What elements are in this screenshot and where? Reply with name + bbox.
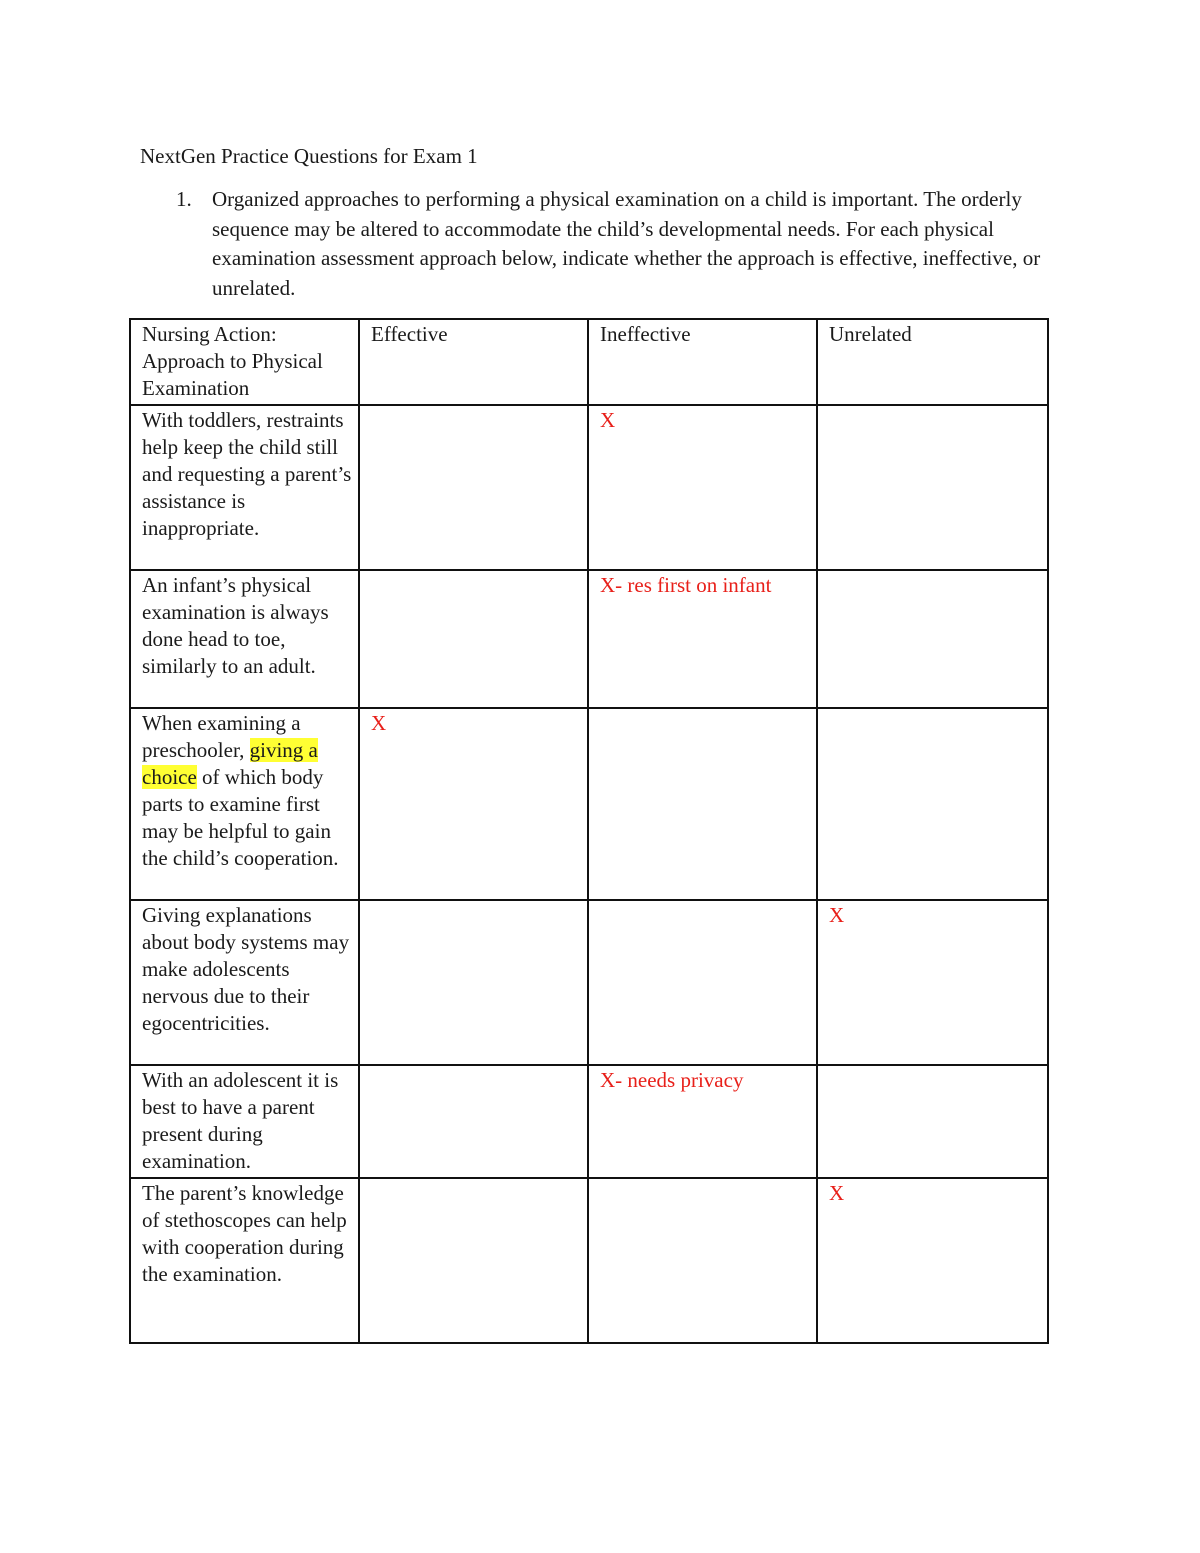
unrelated-cell [817, 708, 1048, 900]
action-cell: Giving explanations about body systems may make adolescents nervous due to their egocentricities. [130, 900, 359, 1065]
unrelated-cell: X [817, 1178, 1048, 1343]
ineffective-cell: X- needs privacy [588, 1065, 817, 1178]
action-cell: An infant’s physical examination is always done head to toe, similarly to an adult. [130, 570, 359, 708]
unrelated-cell: X [817, 900, 1048, 1065]
ineffective-cell: X- res first on infant [588, 570, 817, 708]
effective-cell [359, 1065, 588, 1178]
unrelated-cell [817, 405, 1048, 570]
unrelated-cell [817, 1065, 1048, 1178]
table-row [130, 708, 1048, 900]
action-cell: The parent’s knowledge of stethoscopes can help with cooperation during the examination. [130, 1178, 359, 1343]
table-row [130, 1178, 1048, 1343]
question-text: Organized approaches to performing a physical examination on a child is important. The orderly sequence may be altered to accommodate the child’s developmental needs. For each physical examination assessment approach below, indicate whether the approach is effective, ineffective, or unrelated. [212, 187, 1041, 300]
action-cell: With an adolescent it is best to have a parent present during examination. [130, 1065, 359, 1178]
action-cell: With toddlers, restraints help keep the child still and requesting a parent’s assistance is inappropriate. [130, 405, 359, 570]
table-header-row [130, 319, 1048, 405]
answer-table [129, 318, 1049, 1344]
effective-cell [359, 1178, 588, 1343]
ineffective-cell: X [588, 405, 817, 570]
highlighted-text: giving a choice [142, 738, 318, 789]
effective-cell: X [359, 708, 588, 900]
header-unrelated: Unrelated [817, 319, 1048, 405]
ineffective-cell [588, 1178, 817, 1343]
ineffective-cell [588, 900, 817, 1065]
effective-cell [359, 900, 588, 1065]
header-effective: Effective [359, 319, 588, 405]
question-1 [140, 185, 1060, 303]
action-cell [130, 708, 359, 900]
effective-cell [359, 570, 588, 708]
question-number: 1. [176, 187, 192, 211]
table-row [130, 1065, 1048, 1178]
table-row [130, 405, 1048, 570]
action-text-before: When examining a preschooler, [142, 711, 301, 762]
unrelated-cell [817, 570, 1048, 708]
table-row [130, 900, 1048, 1065]
header-ineffective: Ineffective [588, 319, 817, 405]
effective-cell [359, 405, 588, 570]
action-text-after: of which body parts to examine first may be helpful to gain the child’s cooperation. [142, 765, 339, 870]
table-row [130, 570, 1048, 708]
document-title: NextGen Practice Questions for Exam 1 [140, 144, 478, 168]
header-nursing-action: Nursing Action: Approach to Physical Examination [130, 319, 359, 405]
ineffective-cell [588, 708, 817, 900]
